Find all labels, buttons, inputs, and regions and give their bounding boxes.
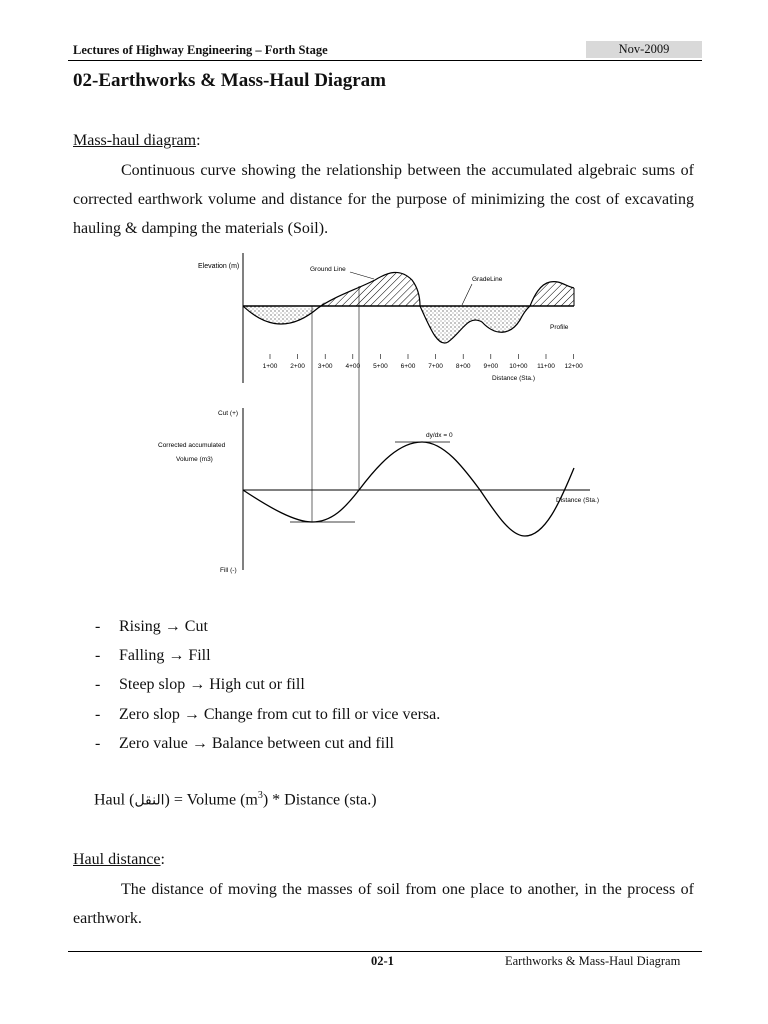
footer-title: Earthworks & Mass-Haul Diagram — [505, 954, 681, 968]
bullet-dash: - — [95, 647, 101, 664]
rule-item — [95, 618, 208, 636]
bullet-dash: - — [95, 618, 101, 635]
station-label: 9+00 — [483, 363, 499, 370]
grade-line-label: GradeLine — [472, 276, 503, 283]
mass-haul-figure — [150, 250, 600, 580]
section-heading-mass-haul: Mass-haul diagram: — [73, 132, 201, 149]
section2-heading-text: Haul distance — [73, 851, 161, 868]
mass-x-label: Distance (Sta.) — [556, 497, 599, 504]
cut-label: Cut (+) — [218, 410, 239, 417]
station-label: 2+00 — [290, 363, 305, 370]
station-label: 3+00 — [317, 363, 333, 370]
bullet-text: Zero value → Balance between cut and fill — [119, 735, 394, 752]
haul-middle: ) = Volume (m — [164, 791, 258, 809]
section-heading-haul-distance: Haul distance: — [73, 851, 165, 868]
rule-item — [95, 676, 305, 694]
station-label: 6+00 — [400, 363, 416, 370]
fill-label: Fill (-) — [220, 567, 237, 574]
mass-y-label-2: Volume (m3) — [176, 456, 213, 463]
page-title: 02-Earthworks & Mass-Haul Diagram — [73, 70, 386, 91]
mass-y-label-1: Corrected accumulated — [158, 442, 226, 449]
haul-distance-definition: The distance of moving the masses of soil from one place to another, in the process of earthwork. — [73, 881, 694, 927]
header-rule — [68, 60, 702, 61]
station-axis — [263, 354, 583, 370]
station-label: 1+00 — [262, 363, 278, 370]
station-label: 7+00 — [428, 363, 443, 370]
station-label: 5+00 — [373, 363, 388, 370]
bullet-dash: - — [95, 735, 101, 752]
station-label: 10+00 — [509, 363, 528, 370]
station-label: 11+00 — [537, 363, 555, 370]
grade-line-leader — [462, 284, 472, 305]
haul-formula — [94, 790, 377, 809]
profile-x-label: Distance (Sta.) — [492, 375, 535, 382]
station-label: 12+00 — [564, 363, 583, 370]
bullet-dash: - — [95, 676, 101, 693]
profile-label: Profile — [550, 324, 569, 331]
ground-line-label: Ground Line — [310, 266, 346, 273]
footer-rule — [68, 951, 702, 952]
haul-prefix: Haul ( — [94, 791, 135, 809]
station-label: 8+00 — [455, 363, 471, 370]
page-number: 02-1 — [371, 954, 394, 968]
profile-y-label: Elevation (m) — [198, 263, 240, 270]
station-label: 4+00 — [345, 363, 361, 370]
rule-item — [95, 706, 440, 724]
running-header: Lectures of Highway Engineering – Forth Stage — [73, 43, 328, 57]
header-date: Nov-2009 — [586, 41, 702, 58]
section-heading-text: Mass-haul diagram — [73, 132, 197, 149]
slope-label: dy/dx = 0 — [426, 432, 453, 439]
mass-haul-definition: Continuous curve showing the relationship between the accumulated algebraic sums of corrected earthwork volume and distance for the purpose of minimizing the cost of excavating hauling & damping the materials (Soil). — [73, 162, 694, 237]
ground-line-leader — [350, 272, 374, 279]
haul-suffix: ) * Distance (sta.) — [262, 791, 377, 809]
haul-arabic: النقل — [134, 792, 165, 809]
bullet-text: Zero slop → Change from cut to fill or vice versa. — [119, 706, 441, 723]
bullet-text: Rising → Cut — [119, 618, 208, 635]
rule-item — [95, 735, 394, 753]
bullet-dash: - — [95, 706, 101, 723]
rule-item — [95, 647, 211, 665]
bullet-text: Falling → Fill — [119, 647, 211, 664]
haul-superscript: 3 — [257, 790, 263, 801]
bullet-text: Steep slop → High cut or fill — [119, 676, 305, 693]
